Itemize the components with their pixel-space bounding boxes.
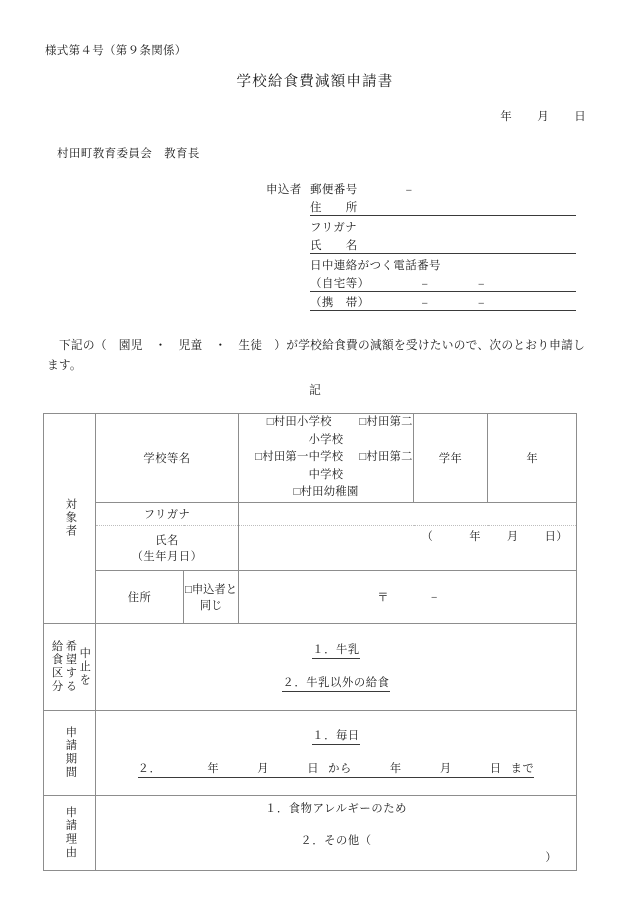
tel-mobile-label: （携 帯） (310, 297, 370, 309)
checkbox-murata-first-junior-high[interactable]: □村田第一中学校 (255, 451, 344, 463)
applicant-name-field[interactable] (310, 235, 576, 254)
tel-mobile-dash-1: − (421, 298, 428, 310)
grade-label: 学年 (414, 414, 488, 503)
period-from-day: 日 (307, 763, 320, 775)
application-details-table (43, 413, 577, 871)
period-from-year: 年 (207, 763, 220, 775)
birth-month-label: 月 (506, 530, 519, 543)
meal-option-non-milk[interactable]: ２．牛乳以外の給食 (282, 674, 389, 692)
target-birth-label: （生年月日） (131, 550, 203, 563)
target-person-label-cell (44, 414, 96, 624)
birth-day-label: 日） (544, 530, 569, 543)
address-label: 住 所 (310, 202, 358, 214)
tel-home-field[interactable] (310, 273, 576, 292)
target-person-label: 対象者 (64, 498, 77, 539)
date-year-label: 年 (500, 111, 512, 123)
period-option-2-number: ２． (137, 763, 162, 775)
page-title: 学校給食費減額申請書 (236, 74, 394, 90)
target-name-label-cell (96, 525, 239, 570)
meal-category-label-2: 希望する (64, 639, 77, 694)
reason-options-group[interactable] (96, 795, 577, 870)
school-checkbox-group[interactable] (239, 414, 414, 503)
applicant-postal-row (266, 178, 576, 197)
reason-label: 申請理由 (64, 805, 77, 860)
applicant-name-row (266, 235, 576, 254)
tel-home-label: （自宅等） (310, 278, 370, 290)
meal-category-label-cell (44, 623, 96, 710)
meal-category-label-3: 給食区分 (50, 639, 63, 694)
table-row-address (44, 570, 577, 623)
reason-option-other[interactable]: ２．その他（ (300, 835, 372, 847)
grade-value-cell[interactable] (488, 414, 577, 503)
table-row-period (44, 710, 577, 795)
same-as-applicant-checkbox[interactable]: □申込者と同じ (184, 570, 239, 623)
grade-unit-label: 年 (526, 452, 538, 465)
period-option-2-row[interactable] (96, 760, 576, 778)
form-number: 様式第４号（第９条関係） (45, 45, 187, 57)
checkbox-murata-second-junior-high[interactable]: □村田第二中学校 (308, 451, 413, 481)
date-month-label: 月 (537, 111, 549, 123)
checkbox-murata-elementary[interactable]: □村田小学校 (266, 416, 332, 428)
postal-code-label: 郵便番号 (310, 184, 358, 196)
applicant-tag: 申込者 (266, 184, 302, 196)
period-option-1-row[interactable] (96, 727, 576, 745)
meal-option-milk[interactable]: １．牛乳 (312, 641, 360, 659)
meal-option-2-row[interactable] (96, 674, 576, 692)
target-postal-dash: − (430, 591, 438, 604)
period-to-word: まで (510, 763, 535, 775)
tel-home-dash-1: − (421, 279, 428, 291)
birth-year-label: 年 (469, 530, 481, 543)
table-row-school (44, 414, 577, 503)
checkbox-murata-kindergarten[interactable]: □村田幼稚園 (293, 486, 359, 498)
target-furigana-input[interactable] (239, 502, 577, 525)
meal-option-1-row[interactable] (96, 641, 576, 659)
period-vertical-wrap (44, 711, 95, 795)
ki-marker: 記 (309, 384, 321, 397)
name-label: 氏 名 (310, 240, 358, 252)
applicant-block (266, 178, 576, 311)
postal-dash: − (405, 185, 413, 197)
target-person-vertical-wrap (44, 498, 95, 538)
tel-heading (310, 254, 576, 273)
tel-mobile-dash-2: − (478, 298, 485, 310)
school-name-label: 学校等名 (96, 414, 239, 503)
applicant-tel-home-row (266, 273, 576, 292)
target-address-label: 住所 (96, 570, 184, 623)
target-furigana-label: フリガナ (96, 502, 239, 525)
reason-option-allergy[interactable]: １．食物アレルギーのため (264, 803, 408, 815)
applicant-address-field[interactable] (310, 197, 576, 216)
period-options-group[interactable] (96, 710, 577, 795)
meal-category-vertical-wrap (44, 624, 95, 710)
checkbox-murata-second-elementary[interactable]: □村田第二小学校 (308, 416, 413, 446)
period-from-month: 月 (257, 763, 270, 775)
target-name-input[interactable] (239, 525, 577, 570)
period-label: 申請期間 (64, 725, 77, 780)
period-to-day: 日 (489, 763, 502, 775)
table-row-reason (44, 795, 577, 870)
period-to-month: 月 (439, 763, 452, 775)
meal-category-label-1: 中止を (78, 646, 91, 687)
birth-open-paren: （ (421, 530, 434, 543)
furigana-label: フリガナ (310, 222, 358, 234)
period-to-year: 年 (389, 763, 402, 775)
birth-date-fields[interactable] (422, 528, 569, 544)
tel-mobile-field[interactable] (310, 292, 576, 311)
period-from-word: から (328, 763, 352, 775)
tel-home-dash-2: − (478, 279, 485, 291)
reason-other-close-paren: ） (545, 852, 557, 864)
period-option-range[interactable] (138, 760, 535, 778)
table-row-name (44, 525, 577, 570)
applicant-furigana-field[interactable] (310, 216, 576, 235)
tel-label: 日中連絡がつく電話番号 (310, 260, 441, 272)
application-statement: 下記の（ 園児 ・ 児童 ・ 生徒 ）が学校給食費の減額を受けたいので、次のとおり申請します。 (47, 339, 585, 372)
table-row-meal-category (44, 623, 577, 710)
postal-mark-icon: 〒 (377, 591, 389, 604)
applicant-furigana-row (266, 216, 576, 235)
reason-option-2-row[interactable] (96, 832, 576, 865)
period-option-daily[interactable]: １．毎日 (312, 727, 360, 745)
postal-code-field[interactable] (310, 178, 576, 197)
addressee: 村田町教育委員会 教育長 (57, 148, 200, 160)
applicant-tel-heading-row (266, 254, 576, 273)
table-row-furigana (44, 502, 577, 525)
applicant-tel-mobile-row (266, 292, 576, 311)
date-day-label: 日 (574, 111, 586, 123)
submission-date-line (500, 108, 586, 124)
target-address-input[interactable] (239, 570, 577, 623)
reason-vertical-wrap (44, 796, 95, 870)
target-name-label: 氏名 (155, 534, 179, 547)
meal-options-group[interactable] (96, 623, 577, 710)
applicant-address-row (266, 197, 576, 216)
reason-option-1-row[interactable] (96, 800, 576, 817)
period-label-cell (44, 710, 96, 795)
reason-label-cell (44, 795, 96, 870)
